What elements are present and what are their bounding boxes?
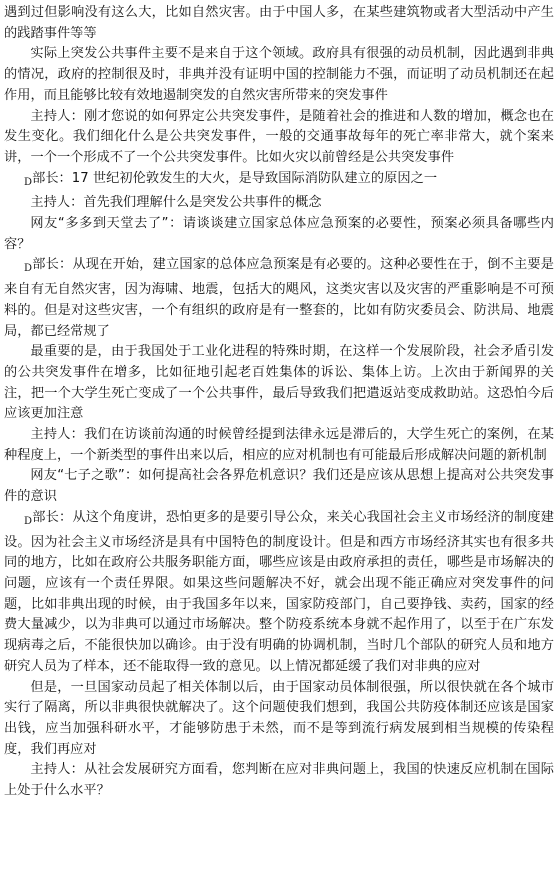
paragraph-12: 但是，一旦国家动员起了相关体制以后，由于国家动员体制很强，所以很快就在各个城市实行了隔离，所以非典很快就解决了。这个问题使我们想到，我国公共防疫体制还应该是国家出钱，应当加强科研水平，才能够防患于未然，而不是等到流行病发展到相当规模的传染程度，我们再应对 [4, 679, 554, 757]
paragraph-8: 最重要的是，由于我国处于工业化进程的特殊时期，在这样一个发展阶段，社会矛盾引发的公共突发事件在增多，比如征地引起老百姓集体的诉讼、集体上访。上次由于新闻界的关注，把一个大学生死亡变成了一个公共事件，最后导致我们把遣返站变成救助站。这恐怕今后应该更加注意 [4, 344, 554, 422]
paragraph-10: 网友“七子之歌”：如何提高社会各界危机意识？我们还是应该从思想上提高对公共突发事件的意识 [4, 468, 554, 505]
paragraph-5: 主持人：首先我们理解什么是突发公共事件的概念 [30, 195, 322, 211]
paragraph-6: 网友“多多到天堂去了”：请谈谈建立国家总体应急预案的必要性，预案必须具备哪些内容？ [4, 216, 554, 252]
paragraph-11 [4, 508, 554, 678]
paragraph-4 [4, 169, 554, 194]
paragraph-2: 实际上突发公共事件主要不是来自于这个领域。政府具有很强的动员机制，因此遇到非典的情况，政府的控制很及时，非典并没有证明中国的控制能力不强，而证明了动员机制还在起作用，而且能够比较有效地遏制突发的自然灾害所带来的突发事件 [4, 46, 554, 103]
paragraph-9: 主持人：我们在访谈前沟通的时候曾经提到法律永远是滞后的，大学生死亡的案例，在某种程度上，一个新类型的事件出来以后，相应的应对机制也有可能最后形成解决问题的新机制 [4, 427, 554, 463]
speaker-initial: D [24, 515, 33, 527]
paragraph-13: 主持人：从社会发展研究方面看，您判断在应对非典问题上，我国的快速反应机制在国际上处于什么水平？ [4, 762, 554, 799]
speaker-initial: D [24, 176, 33, 188]
paragraph-7-text: 部长：从现在开始，建立国家的总体应急预案是有必要的。这种必要性在于，倒不主要是来自有无自然灾害，因为海啸、地震，包括大的飓风，这类灾害以及灾害的严重影响是不可预料的。但是对这些灾害，一个有组织的政府是有一整套的，比如有防灾委员会、防洪局、地震局，都已经常规了 [4, 257, 554, 339]
paragraph-1: 遇到过但影响没有这么大，比如自然灾害。由于中国人多，在某些建筑物或者大型活动中产生的践踏事件等等 [4, 5, 554, 41]
speaker-initial: D [24, 263, 33, 275]
paragraph-4-text: 部长：17 世纪初伦敦发生的大火，是导致国际消防队建立的原因之一 [32, 170, 438, 186]
paragraph-11-text: 部长：从这个角度讲，恐怕更多的是要引导公众，来关心我国社会主义市场经济的制度建设。因为社会主义市场经济是具有中国特色的制度设计。但是和西方市场经济其实也有很多共同的地方，比如在政府公共服务职能方面，哪些应该是由政府承担的责任，哪些是市场解决的问题，应该有一个责任界限。如果这些问题解决不好，就会出现不能正确应对突发事件的问题，比如非典出现的时候，由于我国多年以来，国家防疫部门，自己要挣钱、卖药，国家的经费大量减少，以为非典可以通过市场解决。整个防疫系统本身就不起作用了，以至于在广东发现病毒之后，不能很快加以确诊。由于没有明确的协调机制，当时几个部队的研究人员和地方研究人员为了样本，还不能取得一致的意见。以上情况都延缓了我们对非典的应对 [4, 509, 554, 674]
paragraph-3: 主持人：刚才您说的如何界定公共突发事件，是随着社会的推进和人数的增加，概念也在发生变化。我们细化什么是公共突发事件，一般的交通事故每年的死亡率非常大，就个案来讲，一个一个形成不了一个公共突发事件。比如火灾以前曾经是公共突发事件 [4, 108, 554, 165]
paragraph-7 [4, 255, 554, 342]
